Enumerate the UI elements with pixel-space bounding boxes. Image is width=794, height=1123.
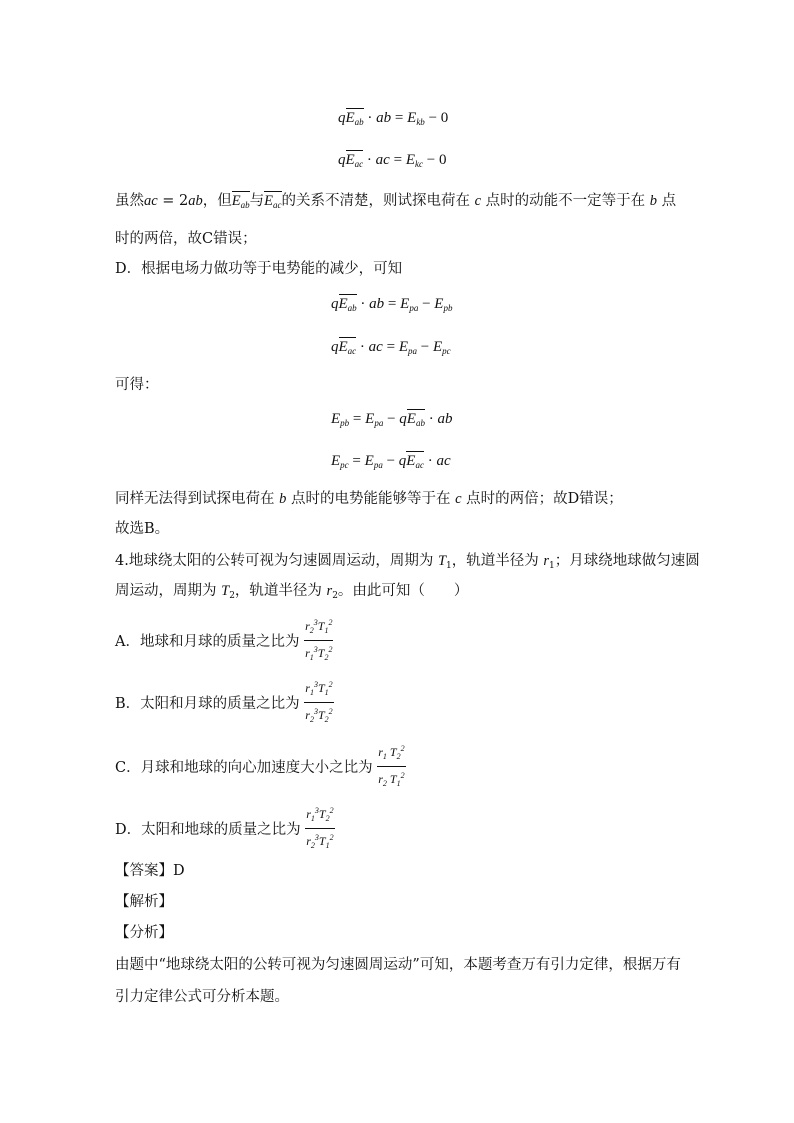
answer-label: 【答案】D: [115, 863, 185, 879]
equation-kinetic-ac: $qE_{ac}$ · ac = $E_{kc} - 0$: [338, 152, 447, 169]
equation-potential-ab: $qE_{ab}$ · ab = $E_{pa} - E_{pb}$: [331, 296, 453, 313]
question-4-line-1: 4.地球绕太阳的公转可视为匀速圆周运动，周期为 $T_1$，轨道半径为 $r_1$；月球绕地球做匀速圆: [115, 553, 700, 571]
fraction-b: $\frac{r_1^3T_1^2}{r_2^3T_2^2}$: [304, 676, 333, 729]
option-a[interactable]: A．地球和月球的质量之比为 $\frac{r_2^3T_1^2}{r_1^3T_2^2}$: [115, 614, 333, 667]
option-b[interactable]: B．太阳和月球的质量之比为 $\frac{r_1^3T_1^2}{r_2^3T_2^2}$: [115, 676, 334, 729]
paragraph-c-line-2: 时的两倍，故C错误；: [115, 231, 257, 247]
equation-potential-ac: $qE_{ac}$ · ac = $E_{pa} - E_{pc}$: [331, 339, 451, 356]
analysis-label: 【解析】: [115, 894, 173, 910]
equation-epb: $E_{pb} = E_{pa} - qE_{ab}$ · ab: [331, 411, 453, 428]
fraction-d: $\frac{r_1^3T_2^2}{r_2^3T_1^2}$: [305, 802, 334, 855]
question-4-line-2: 周运动，周期为 $T_2$，轨道半径为 $r_2$。由此可知（ ）: [115, 583, 469, 601]
paragraph-c-line-1: 虽然ac = 2ab，但$E_{ab}$与$E_{ac}$的关系不清楚，则试探电荷在 c 点时的动能不一定等于在 b 点: [115, 193, 677, 210]
final-paragraph-line-1: 由题中“地球绕太阳的公转可视为匀速圆周运动”可知，本题考查万有引力定律，根据万有: [115, 957, 681, 973]
equation-epc: $E_{pc} = E_{pa} - qE_{ac}$ · ac: [331, 453, 451, 470]
paragraph-d-intro: D．根据电场力做功等于电势能的减少，可知: [115, 261, 403, 277]
paragraph-d-conclusion: 同样无法得到试探电荷在 b 点时的电势能能够等于在 c 点时的两倍；故D错误；: [115, 491, 623, 507]
fraction-a: $\frac{r_2^3T_1^2}{r_1^3T_2^2}$: [304, 614, 333, 667]
equation-kinetic-ab: $qE_{ab}$ · ab = $E_{kb} - 0$: [338, 110, 449, 127]
paragraph-ke: 可得：: [115, 377, 159, 393]
option-c[interactable]: C．月球和地球的向心加速度大小之比为 $\frac{r_1 T_2^2}{r_2 T_1^2}$: [115, 740, 406, 793]
option-d[interactable]: D．太阳和地球的质量之比为 $\frac{r_1^3T_2^2}{r_2^3T_1^2}$: [115, 802, 335, 855]
fenxi-label: 【分析】: [115, 925, 173, 941]
final-paragraph-line-2: 引力定律公式可分析本题。: [115, 989, 289, 1005]
choose-text: 故选B。: [115, 521, 170, 537]
fraction-c: $\frac{r_1 T_2^2}{r_2 T_1^2}$: [377, 740, 405, 793]
